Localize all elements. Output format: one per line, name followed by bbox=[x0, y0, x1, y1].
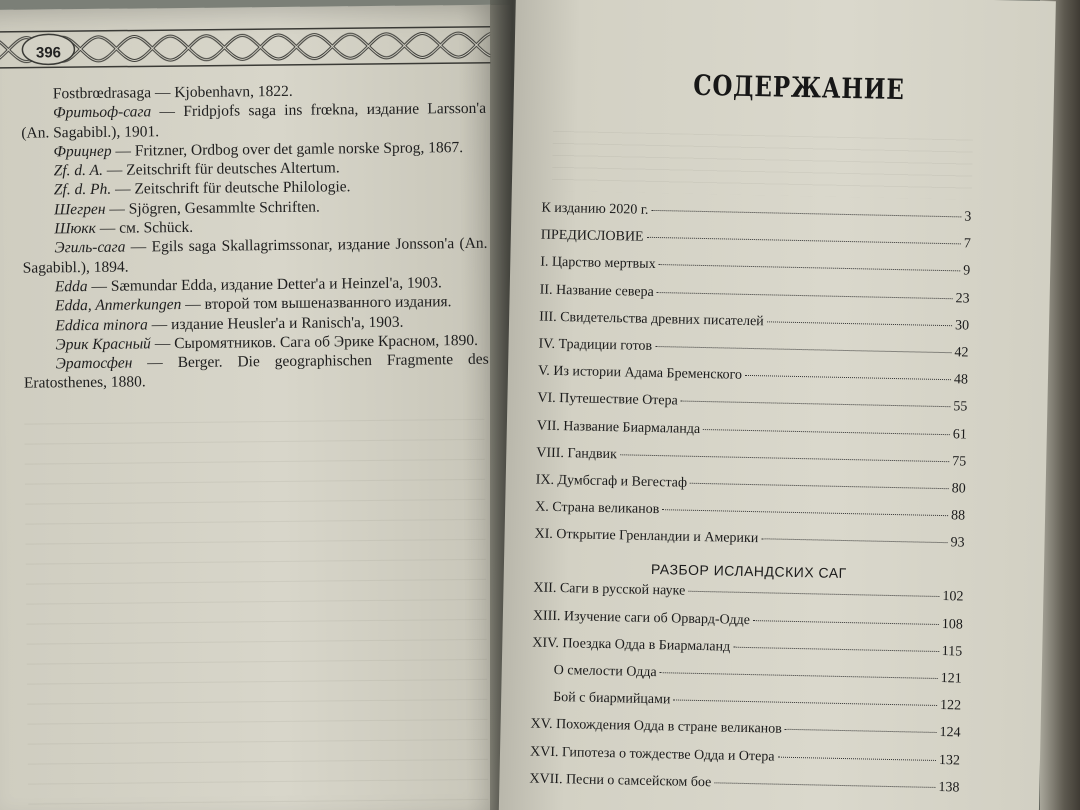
page-number: 396 bbox=[35, 44, 62, 62]
toc-entry: XV. Похождения Одда в стране великанов 124 bbox=[530, 716, 961, 741]
toc-entry: К изданию 2020 г. 3 bbox=[541, 200, 972, 225]
page-title: СОДЕРЖАНИЕ bbox=[693, 68, 906, 107]
bibliography-entry: Фритьоф-сага — Fridpjofs saga ins frœkna, издание Larsson'a (An. Sagabibl.), 1901. bbox=[21, 100, 487, 142]
toc-entry: IX. Думбсгаф и Вегестаф 80 bbox=[535, 472, 966, 497]
toc-entry: ПРЕДИСЛОВИЕ 7 bbox=[540, 227, 971, 252]
bibliography-entry: Fostbrœdrasaga — Kjobenhavn, 1822. bbox=[52, 82, 293, 103]
toc-entry: XI. Открытие Гренландии и Америки 93 bbox=[534, 526, 965, 551]
bibliography-entry: Zf. d. Ph. — Zeitschrift für deutsche Philologie. bbox=[53, 178, 351, 199]
bibliography-entry: Эгиль-сага — Egils saga Skallagrimssonar, издание Jonsson'a (An. Sagabibl.), 1894. bbox=[22, 235, 488, 277]
toc-entry: V. Из истории Адама Бременского 48 bbox=[537, 363, 969, 388]
toc-entry: I. Царство мертвых 9 bbox=[540, 254, 971, 279]
bibliography-entry: Eddica minora — издание Heusler'a и Ranisch'a, 1903. bbox=[55, 313, 404, 334]
bibliography-entry: Edda — Sæmundar Edda, издание Detter'a и Heinzel'a, 1903. bbox=[54, 274, 442, 296]
bibliography-entry: Фрицнер — Fritzner, Ordbog over det gamle norske Sprog, 1867. bbox=[53, 138, 464, 161]
table-of-contents bbox=[529, 201, 971, 808]
left-page bbox=[0, 5, 519, 810]
bibliography-entry: Шегрен — Sjögren, Gesammlte Schriften. bbox=[54, 198, 320, 219]
show-through-text bbox=[24, 400, 488, 805]
toc-entry: XII. Саги в русской науке 102 bbox=[533, 580, 964, 605]
bibliography-entry: Шюкк — см. Schück. bbox=[54, 218, 194, 238]
bibliography-entry: Edda, Anmerkungen — второй том вышеназванного издания. bbox=[55, 293, 452, 315]
celtic-knot-header-ornament bbox=[0, 23, 491, 72]
toc-entry: XIV. Поездка Одда в Биармаланд 115 bbox=[532, 635, 963, 660]
toc-entry: III. Свидетельства древних писателей 30 bbox=[539, 309, 970, 334]
toc-entry: VI. Путешествие Отера 55 bbox=[537, 390, 968, 415]
toc-entry: XVI. Гипотеза о тождестве Одда и Отера 132 bbox=[529, 744, 961, 769]
bibliography-entry: Zf. d. A. — Zeitschrift für deutsches Altertum. bbox=[53, 159, 340, 180]
toc-subentry: О смелости Одда 121 bbox=[553, 662, 962, 687]
toc-entry: II. Название севера 23 bbox=[539, 282, 970, 307]
show-through-text bbox=[552, 131, 973, 200]
toc-entry: VII. Название Биармаланда 61 bbox=[536, 418, 967, 443]
bibliography-entry: Эратосфен — Berger. Die geographischen Fragmente des Eratosthenes, 1880. bbox=[23, 350, 489, 393]
bibliography-entry: Эрик Красный — Сыромятников. Сага об Эрике Красном, 1890. bbox=[55, 331, 479, 354]
toc-entry: XIII. Изучение саги об Орвард-Одде 108 bbox=[532, 608, 963, 633]
toc-entry: XVII. Песни о самсейском бое 138 bbox=[529, 771, 960, 796]
toc-subentry: Бой с биармийцами 122 bbox=[553, 690, 962, 714]
toc-entry: VIII. Гандвик 75 bbox=[536, 445, 967, 470]
toc-entry: IV. Традиции готов 42 bbox=[538, 336, 969, 361]
right-page bbox=[499, 0, 1056, 810]
bibliography-list bbox=[21, 80, 489, 394]
toc-section-heading: РАЗБОР ИСЛАНДСКИХ САГ bbox=[650, 561, 847, 582]
toc-entry: X. Страна великанов 88 bbox=[535, 499, 966, 524]
